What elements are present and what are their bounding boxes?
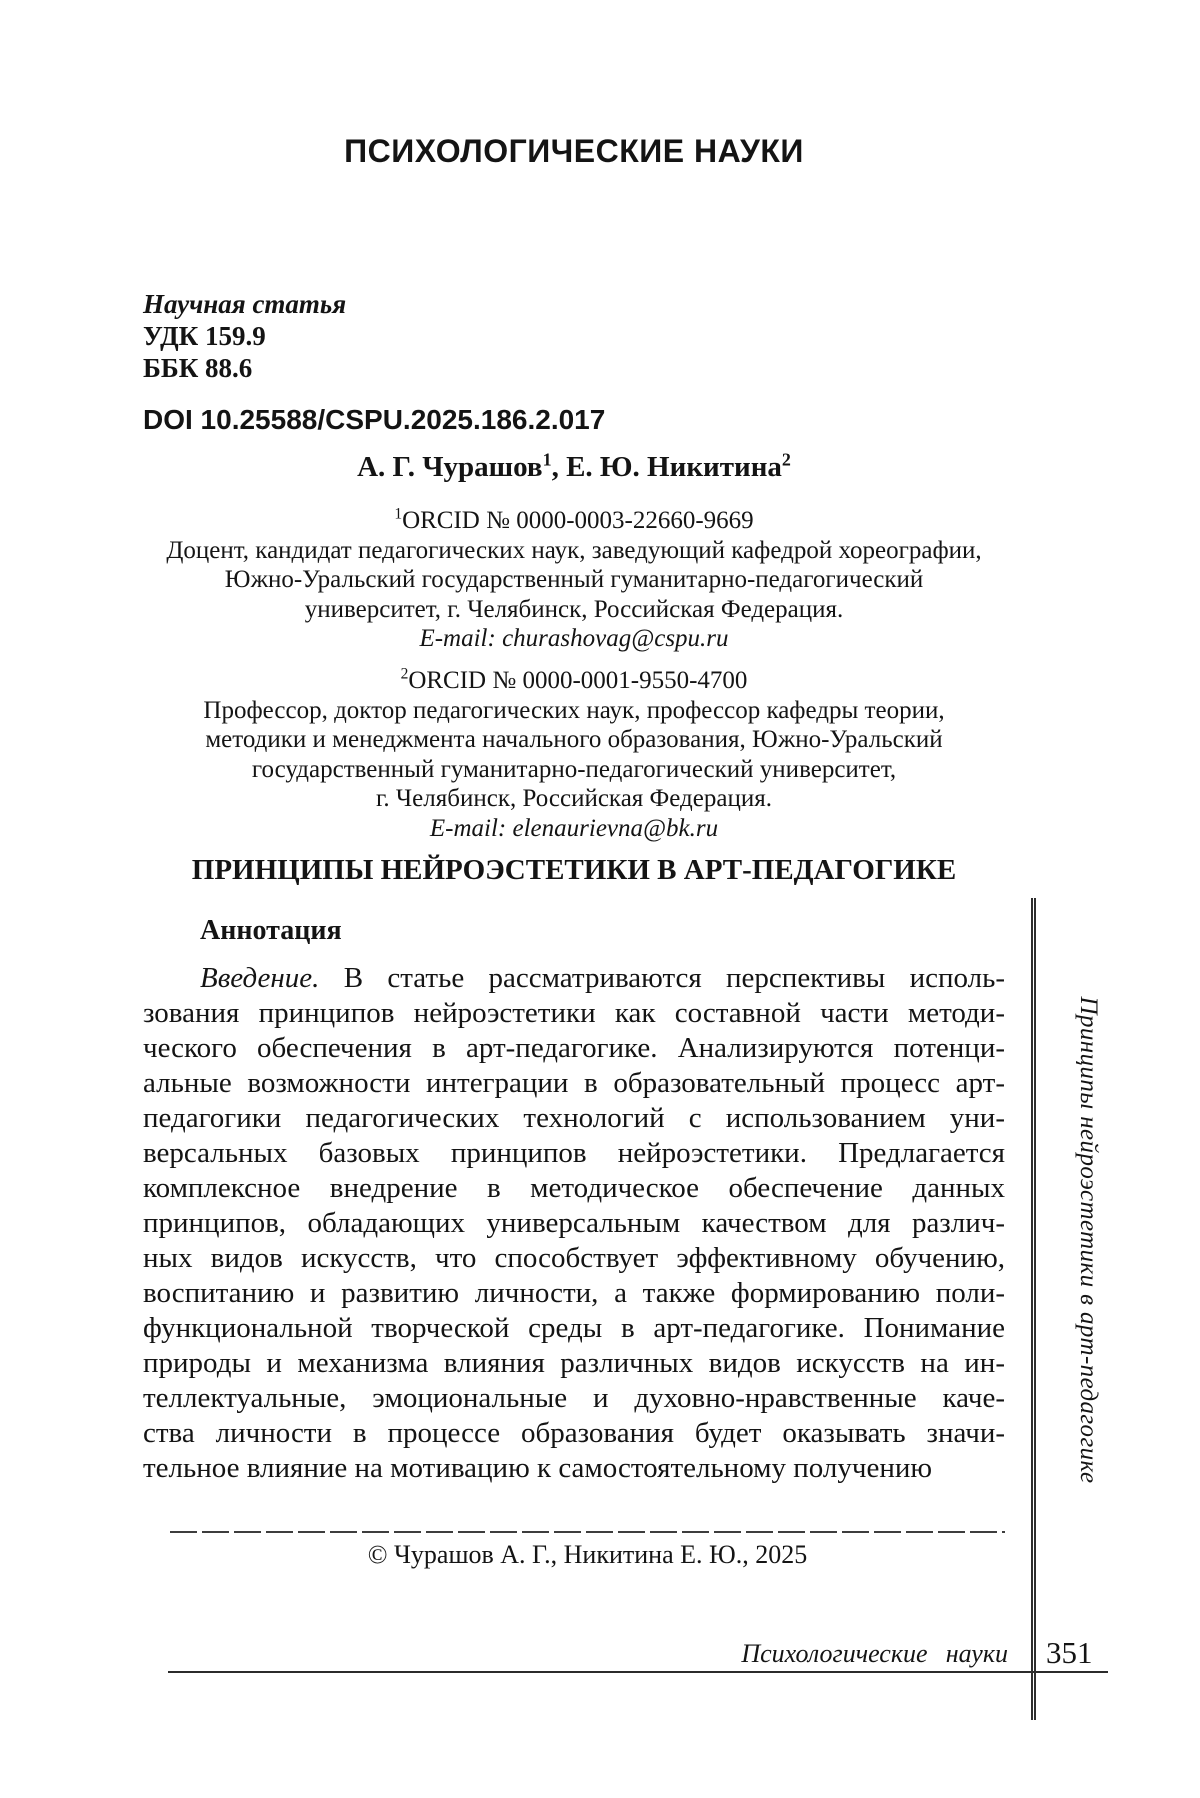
email-1: E-mail: churashovag@cspu.ru — [419, 625, 729, 652]
abstract-line: Введение. В статье рассматриваются перспективы исполь- — [200, 962, 1005, 994]
authors-line — [143, 451, 1005, 484]
abstract-line: версальных базовых принципов нейроэстетики. Предлагается — [143, 1137, 1005, 1169]
email-2: E-mail: elenaurievna@bk.ru — [429, 814, 719, 842]
abstract-line: зования принципов нейроэстетики как составной части методи- — [143, 997, 1005, 1029]
abstract-heading: Аннотация — [200, 915, 342, 946]
copyright-divider-dashed-line — [170, 1531, 1005, 1533]
affiliation-line: Профессор, доктор педагогических наук, профессор кафедры теории, — [203, 696, 945, 724]
article-type-label: Научная статья — [143, 289, 347, 319]
page-number: 351 — [1046, 1635, 1093, 1670]
article-meta-block — [143, 288, 1005, 384]
abstract-line: ных видов искусств, что способствует эффективному обучению, — [143, 1242, 1005, 1274]
orcid-1-number: ORCID № 0000-0003-22660-9669 — [402, 507, 754, 534]
udc-code: УДК 159.9 — [143, 321, 266, 351]
author-1-name: А. Г. Чурашов — [357, 451, 543, 483]
abstract-line: комплексное внедрение в методическое обеспечение данных — [143, 1172, 1005, 1204]
bbk-code: ББК 88.6 — [143, 353, 253, 383]
footer-running-title: Психологические науки — [741, 1639, 1008, 1668]
abstract-line: воспитанию и развитию личности, а также формированию поли- — [143, 1277, 1005, 1309]
doi-line: DOI 10.25588/CSPU.2025.186.2.017 — [143, 404, 606, 435]
affiliation-line: государственный гуманитарно-педагогический университет, — [251, 755, 897, 783]
section-header: ПСИХОЛОГИЧЕСКИЕ НАУКИ — [344, 133, 804, 169]
abstract-line: функциональной творческой среды в арт-педагогике. Понимание — [143, 1312, 1005, 1344]
orcid-2-superscript: 2 — [400, 665, 409, 683]
copyright-line: © Чурашов А. Г., Никитина Е. Ю., 2025 — [367, 1540, 808, 1569]
author-2-name: Е. Ю. Никитина — [566, 451, 782, 483]
abstract-body — [143, 961, 1005, 1486]
affiliation-block-2 — [143, 666, 1005, 843]
author-1-superscript: 1 — [542, 449, 552, 470]
authors-separator: , — [551, 451, 567, 483]
orcid-line-2 — [143, 666, 1005, 696]
abstract-line: тельное влияние на мотивацию к самостоятельному получению — [143, 1452, 933, 1484]
affiliation-block-1 — [143, 506, 1005, 654]
article-title: ПРИНЦИПЫ НЕЙРОЭСТЕТИКИ В АРТ-ПЕДАГОГИКЕ — [191, 854, 957, 886]
sidebar-running-title: Принципы нейроэстетики в арт-педагогике — [1075, 996, 1102, 1484]
affiliation-line: Доцент, кандидат педагогических наук, заведующий кафедрой хореографии, — [166, 536, 982, 564]
abstract-line: педагогики педагогических технологий с использованием уни- — [143, 1102, 1005, 1134]
abstract-line: принципов, обладающих универсальным качеством для различ- — [143, 1207, 1005, 1239]
affiliation-line: университет, г. Челябинск, Российская Федерация. — [304, 595, 844, 623]
affiliation-line: г. Челябинск, Российская Федерация. — [376, 785, 772, 812]
abstract-line: альные возможности интеграции в образовательный процесс арт- — [143, 1067, 1005, 1099]
abstract-lead-word: Введение. — [200, 962, 320, 994]
abstract-line: природы и механизма влияния различных видов искусств на ин- — [143, 1347, 1005, 1379]
abstract-line: теллектуальные, эмоциональные и духовно-нравственные каче- — [143, 1382, 1005, 1414]
orcid-line-1 — [143, 506, 1005, 536]
abstract-line: ческого обеспечения в арт-педагогике. Анализируются потенци- — [143, 1032, 1005, 1064]
abstract-line: ства личности в процессе образования будет оказывать значи- — [143, 1417, 1005, 1449]
sidebar-vertical-double-rule — [1031, 898, 1036, 1720]
footer-horizontal-rule — [168, 1671, 1108, 1673]
affiliation-1-lines — [143, 536, 1005, 625]
orcid-1-superscript: 1 — [394, 505, 403, 523]
orcid-2-number: ORCID № 0000-0001-9550-4700 — [408, 667, 748, 694]
author-2-superscript: 2 — [781, 449, 791, 470]
affiliation-2-lines — [143, 696, 1005, 814]
affiliation-line: методики и менеджмента начального образования, Южно-Уральский — [205, 726, 943, 753]
affiliation-line: Южно-Уральский государственный гуманитарно-педагогический — [224, 566, 924, 593]
